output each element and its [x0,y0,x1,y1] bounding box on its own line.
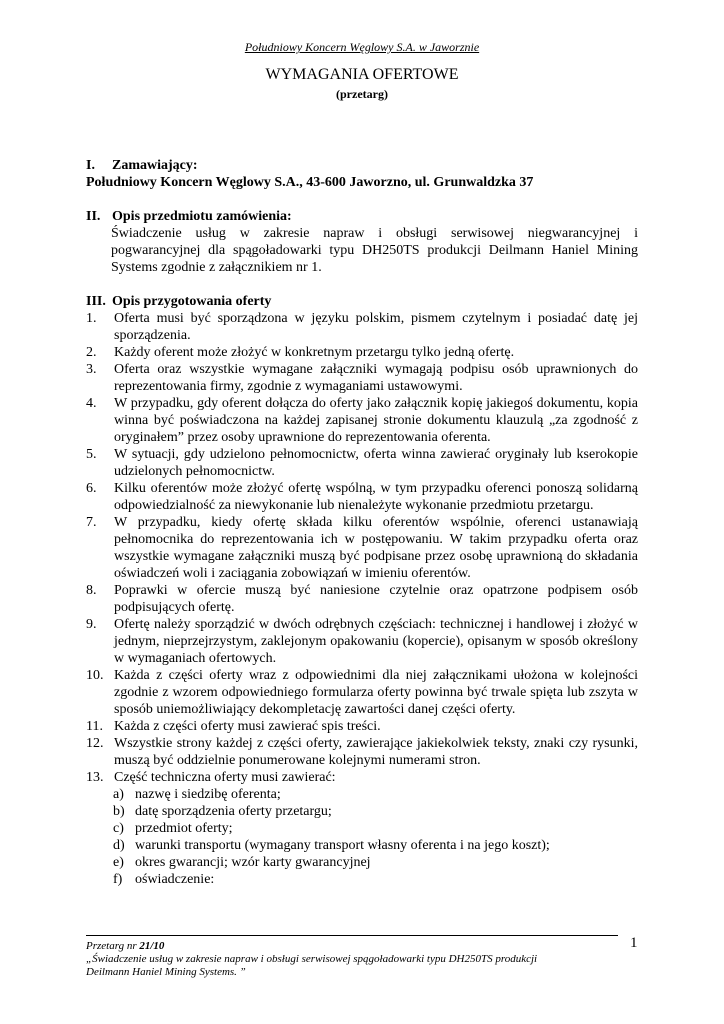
section-title: Opis przedmiotu zamówienia: [112,209,292,224]
list-item-number: 1. [86,311,97,326]
section-2-heading [86,208,638,225]
sub-list-item [113,871,638,888]
list-item-text: nazwę i siedzibę oferenta; [135,787,281,802]
sub-list-item [113,854,638,871]
sub-list-item [113,803,638,820]
sub-list-item [113,820,638,837]
list-item-text: warunki transportu (wymagany transport własny oferenta i na jego koszt); [135,838,550,853]
list-item [86,514,638,582]
list-item-text: W sytuacji, gdy udzielono pełnomocnictw, oferta winna zawierać oryginały lub kserokopie udzielonych pełnomocnictw. [114,447,638,479]
list-item [86,582,638,616]
list-item-text: przedmiot oferty; [135,821,233,836]
list-item-text: Poprawki w ofercie muszą być naniesione czytelnie oraz opatrzone podpisem osób podpisujących ofertę. [114,583,638,615]
list-item-text: W przypadku, kiedy ofertę składa kilku oferentów wspólnie, oferenci ustanawiają pełnomocnika do reprezentowania ich w postępowaniu. W takim przypadku oferta oraz wszystkie wymagane załączniki muszą być podpisane przez osobę uprawnioną do składania oświadczeń woli i zaciągania zobowiązań w imieniu oferentów. [114,515,638,581]
tender-number: Przetarg nr 21/10 [86,940,165,952]
list-item [86,310,638,344]
list-item-number: 11. [86,719,103,734]
technical-part-list [86,786,638,888]
section-number: III. [86,294,106,309]
list-item [86,446,638,480]
list-item-number: f) [113,872,123,887]
list-item [86,361,638,395]
list-item-text: oświadczenie: [135,872,215,887]
section-number: II. [86,209,101,224]
document-subtitle: (przetarg) [336,87,388,101]
list-item-text: Część techniczna oferty musi zawierać: [114,770,336,785]
requirements-list [86,310,638,786]
page-number: 1 [630,935,638,951]
list-item [86,616,638,667]
list-item-number: 9. [86,617,97,632]
section-title: Zamawiający: [112,158,198,173]
list-item-text: Oferta musi być sporządzona w języku polskim, pismem czytelnym i posiadać datę jej sporządzenia. [114,311,638,343]
section-number: I. [86,158,95,173]
list-item-text: Wszystkie strony każdej z części oferty, zawierające jakiekolwiek teksty, znaki czy rysunki, muszą być oddzielnie ponumerowane kolejnymi numerami stron. [114,736,638,768]
sub-list-item [113,837,638,854]
list-item-number: 10. [86,668,104,683]
document-body [86,157,638,888]
list-item-number: c) [113,821,124,836]
list-item-number: b) [113,804,125,819]
list-item-number: 5. [86,447,97,462]
list-item-text: Oferta oraz wszystkie wymagane załączniki wymagają podpisu osób uprawnionych do reprezentowania firmy, zgodnie z wymaganiami ustawowymi. [114,362,638,394]
list-item-text: Kilku oferentów może złożyć ofertę wspólną, w tym przypadku oferenci ponoszą solidarną odpowiedzialność za niewykonanie lub nienależyte wykonanie przedmiotu przetargu. [114,481,638,513]
sub-list-item [113,786,638,803]
list-item [86,480,638,514]
section-3-heading [86,293,638,310]
footer-description-line-2: Deilmann Haniel Mining Systems. ” [86,966,246,978]
footer-description-line-1: „Świadczenie usług w zakresie napraw i obsługi serwisowej spągoładowarki typu DH250TS produkcji [86,953,538,965]
list-item [86,667,638,718]
contracting-party: Południowy Koncern Węglowy S.A., 43-600 Jaworzno, ul. Grunwaldzka 37 [86,175,534,190]
list-item-text: datę sporządzenia oferty przetargu; [135,804,332,819]
list-item-number: 8. [86,583,97,598]
list-item-number: 6. [86,481,97,496]
list-item-number: 3. [86,362,97,377]
list-item [86,735,638,769]
page-header: Południowy Koncern Węglowy S.A. w Jaworznie [244,40,480,54]
list-item [86,395,638,446]
list-item [86,344,638,361]
list-item-number: 4. [86,396,97,411]
order-description: Świadczenie usług w zakresie napraw i obsługi serwisowej niegwarancyjnej i pogwarancyjnej dla spągoładowarki typu DH250TS produkcji Deilmann Haniel Mining Systems zgodnie z załącznikiem nr 1. [111,226,638,275]
list-item-text: Ofertę należy sporządzić w dwóch odrębnych częściach: technicznej i handlowej i złożyć w jednym, nieprzejrzystym, zaklejonym opakowaniu (kopercie), opisanym w sposób określony w wymaganiach ofertowych. [114,617,638,666]
list-item-number: 7. [86,515,97,530]
list-item-text: W przypadku, gdy oferent dołącza do oferty jako załącznik kopię jakiegoś dokumentu, kopia winna być poświadczona na każdej zapisanej stronie dokumentu klauzulą „za zgodność z oryginałem” przez osoby uprawnione do reprezentowania oferenta. [114,396,638,445]
list-item-text: Każda z części oferty wraz z odpowiednimi dla niej załącznikami ułożona w kolejności zgodnie z wzorem odpowiedniego formularza oferty powinna być trwale spięta lub zszyta w sposób uniemożliwiający dekompletację zawartości danej części oferty. [114,668,638,717]
list-item-text: okres gwarancji; wzór karty gwarancyjnej [135,855,371,870]
list-item-text: Każda z części oferty musi zawierać spis treści. [114,719,381,734]
list-item-text: Każdy oferent może złożyć w konkretnym przetargu tylko jedną ofertę. [114,345,515,360]
list-item [86,718,638,735]
list-item-number: 12. [86,736,104,751]
page-footer [86,940,626,979]
list-item-number: e) [113,855,124,870]
list-item [86,769,638,786]
list-item-number: d) [113,838,125,853]
section-1-heading [86,157,638,174]
document-title: WYMAGANIA OFERTOWE [265,66,459,83]
list-item-number: 13. [86,770,104,785]
section-title: Opis przygotowania oferty [112,294,272,309]
list-item-number: 2. [86,345,97,360]
list-item-number: a) [113,787,124,802]
footer-divider [86,935,618,936]
